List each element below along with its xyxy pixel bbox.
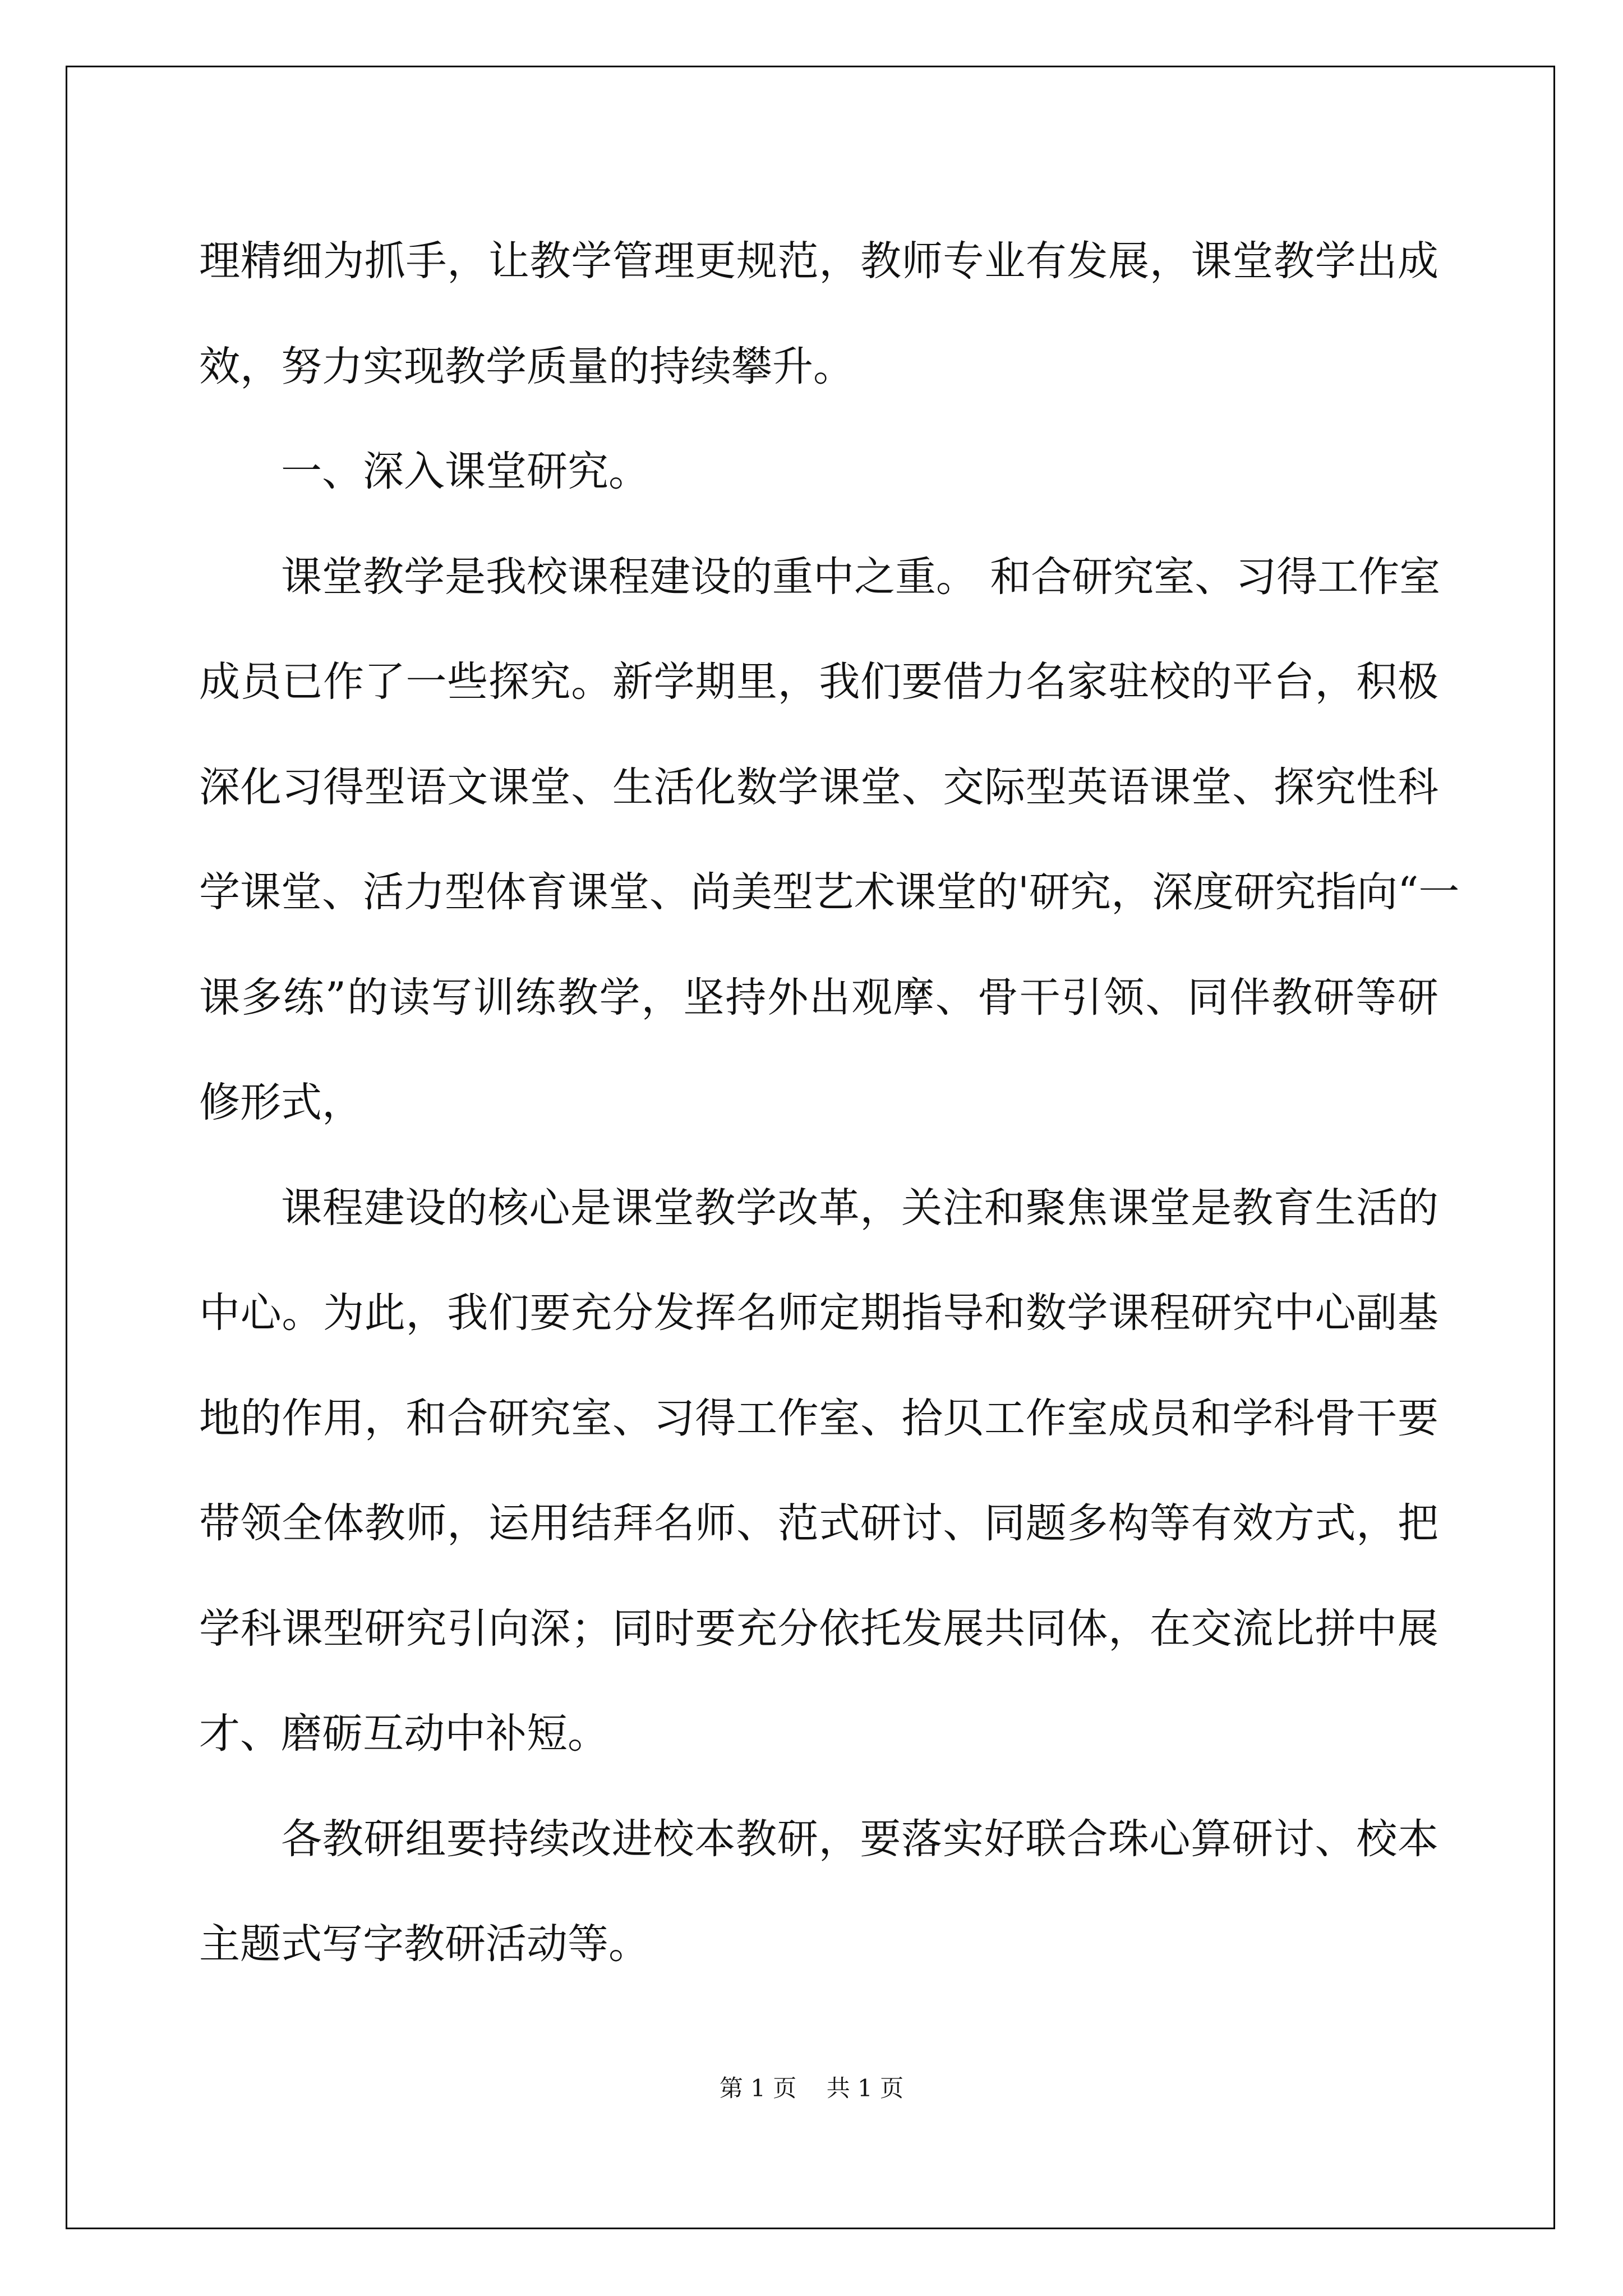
page-total: 共 1 页 xyxy=(826,2074,904,2102)
paragraph-3 xyxy=(199,1156,1438,1787)
page-footer xyxy=(0,2070,1623,2104)
text-line: 课程建设的核心是课堂教学改革，关注和聚焦课堂是教育生活的 xyxy=(281,1184,1438,1232)
paragraph-1 xyxy=(199,209,1438,419)
paragraph-heading-1 xyxy=(199,419,1438,524)
text-line: 地的作用，和合研究室、习得工作室、拾贝工作室成员和学科骨干要 xyxy=(199,1394,1438,1442)
document-body xyxy=(199,209,1460,1997)
text-line: 深化习得型语文课堂、生活化数学课堂、交际型英语课堂、探究性科 xyxy=(199,763,1438,811)
page-number: 第 1 页 xyxy=(719,2074,797,2102)
paragraph-4 xyxy=(199,1787,1438,1997)
text-line: 学科课型研究引向深；同时要充分依托发展共同体，在交流比拼中展 xyxy=(199,1604,1438,1653)
text-line: 课多练”的读写训练教学，坚持外出观摩、骨干引领、同伴教研等研 xyxy=(199,973,1438,1022)
text-line: 修形式， xyxy=(199,1079,363,1126)
text-line: 各教研组要持续改进校本教研，要落实好联合珠心算研讨、校本 xyxy=(281,1815,1438,1863)
text-line: 成员已作了一些探究。新学期里，我们要借力名家驻校的平台，积极 xyxy=(199,658,1438,706)
paragraph-2 xyxy=(199,524,1460,1156)
section-heading: 一、深入课堂研究。 xyxy=(281,448,649,495)
text-line: 学课堂、活力型体育课堂、尚美型艺术课堂的'研究，深度研究指向“一 xyxy=(199,868,1460,916)
text-line: 效，努力实现教学质量的持续攀升。 xyxy=(199,342,854,390)
text-line: 带领全体教师，运用结拜名师、范式研讨、同题多构等有效方式，把 xyxy=(199,1499,1438,1547)
text-line: 课堂教学是我校课程建设的重中之重。 和合研究室、习得工作室 xyxy=(281,553,1441,601)
text-line: 理精细为抓手，让教学管理更规范，教师专业有发展，课堂教学出成 xyxy=(199,237,1438,285)
text-line: 中心。为此，我们要充分发挥名师定期指导和数学课程研究中心副基 xyxy=(199,1289,1438,1337)
text-line: 主题式写字教研活动等。 xyxy=(199,1920,649,1968)
text-line: 才、磨砺互动中补短。 xyxy=(199,1710,608,1757)
